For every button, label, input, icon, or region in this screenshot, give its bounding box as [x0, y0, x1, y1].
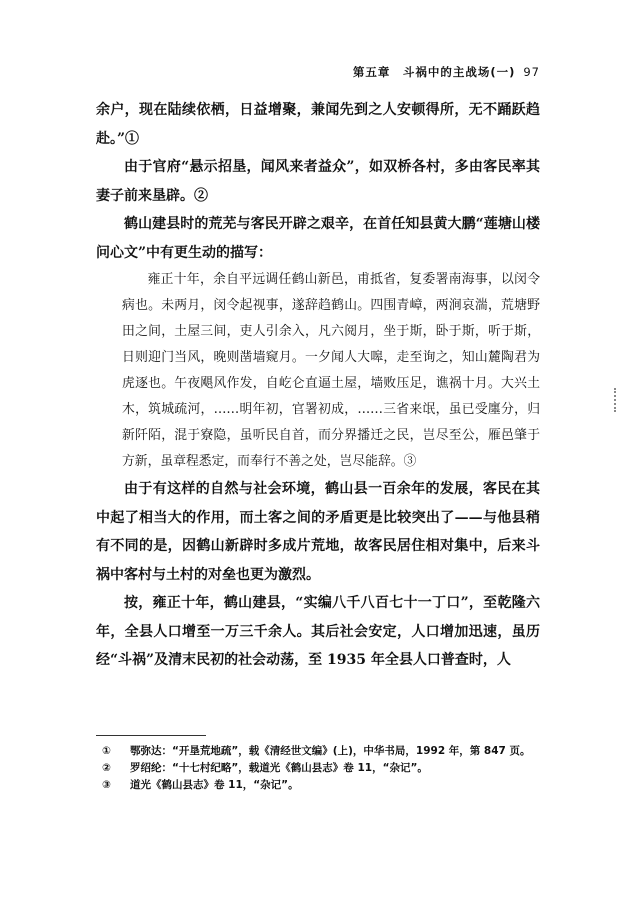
running-header — [353, 64, 540, 80]
paragraph-intro-quote: 鹤山建县时的荒芜与客民开辟之艰辛，在首任知县黄大鹏“莲塘山楼问心文”中有更生动的描写： — [96, 216, 540, 261]
footnote-mark: ② — [102, 762, 111, 774]
footnote-mark: ③ — [102, 779, 111, 791]
paragraph-continuation: 余户，现在陆续依栖，日益增聚，兼闻先到之人安顿得所，无不踊跃趋赴。”① — [96, 102, 540, 147]
paragraph-environment: 由于有这样的自然与社会环境，鹤山县一百余年的发展，客民在其中起了相当大的作用，而土客之间的矛盾更是比较突出了——与他县稍有不同的是，因鹤山新辟时多成片荒地，故客民居住相对集中，后来斗祸中客村与土村的对垒也更为激烈。 — [96, 481, 540, 583]
chapter-title: 第五章 斗祸中的主战场(一) — [352, 65, 516, 79]
footnote-3 — [96, 777, 540, 794]
scan-edge-mark — [614, 388, 618, 412]
footnote-text: 鄂弥达：“开垦荒地疏”，载《清经世文编》(上)，中华书局，1992 年，第 847 页。 — [130, 745, 531, 757]
footnote-divider — [96, 735, 206, 736]
footnote-text: 道光《鹤山县志》卷 11，“杂记”。 — [130, 779, 299, 791]
footnotes — [96, 743, 540, 794]
footnote-2 — [96, 760, 540, 777]
footnote-mark: ① — [102, 745, 111, 757]
block-quote-text: 雍正十年，余自平远调任鹤山新邑，甫抵省，复委署南海事，以闵令病也。未两月，闵令起视事，遂辞趋鹤山。四围青嶂，两涧哀湍，荒塘野田之间，土屋三间，吏人引余入，凡六阅月，坐于斯，卧于斯，听于斯，日则迎门当风，晚则凿墙窥月。一夕闻人大嗥，走至询之，知山麓陶君为虎逐也。午夜飓风作发，自屹仑直逼土屋，墙败压足，谯祸十月。大兴土木，筑城疏河，……明年初，官署初成，……三省来氓，虽已受廛分，归新阡陌，混于寮隐，虽听民自首，而分界播迁之民，岂尽至公，雁邑肇于方新，虽章程悉定，而奉行不善之处，岂尽能辞。③ — [122, 272, 540, 469]
paragraph-population: 按，雍正十年，鹤山建县，“实编八千八百七十一丁口”，至乾隆六年，全县人口增至一万三千余人。其后社会安定，人口增加迅速，虽历经“斗祸”及清末民初的社会动荡，至 1935 年全县人口普查时，人 — [96, 595, 540, 668]
page-body — [96, 96, 540, 675]
page-number: 97 — [523, 65, 540, 79]
paragraph-official-recruit: 由于官府“悬示招垦，闻风来者益众”，如双桥各村，多由客民率其妻子前来垦辟。② — [96, 159, 540, 204]
block-quote — [96, 267, 540, 475]
footnote-text: 罗绍纶：“十七村纪略”，载道光《鹤山县志》卷 11，“杂记”。 — [130, 762, 428, 774]
footnote-1 — [96, 743, 540, 760]
